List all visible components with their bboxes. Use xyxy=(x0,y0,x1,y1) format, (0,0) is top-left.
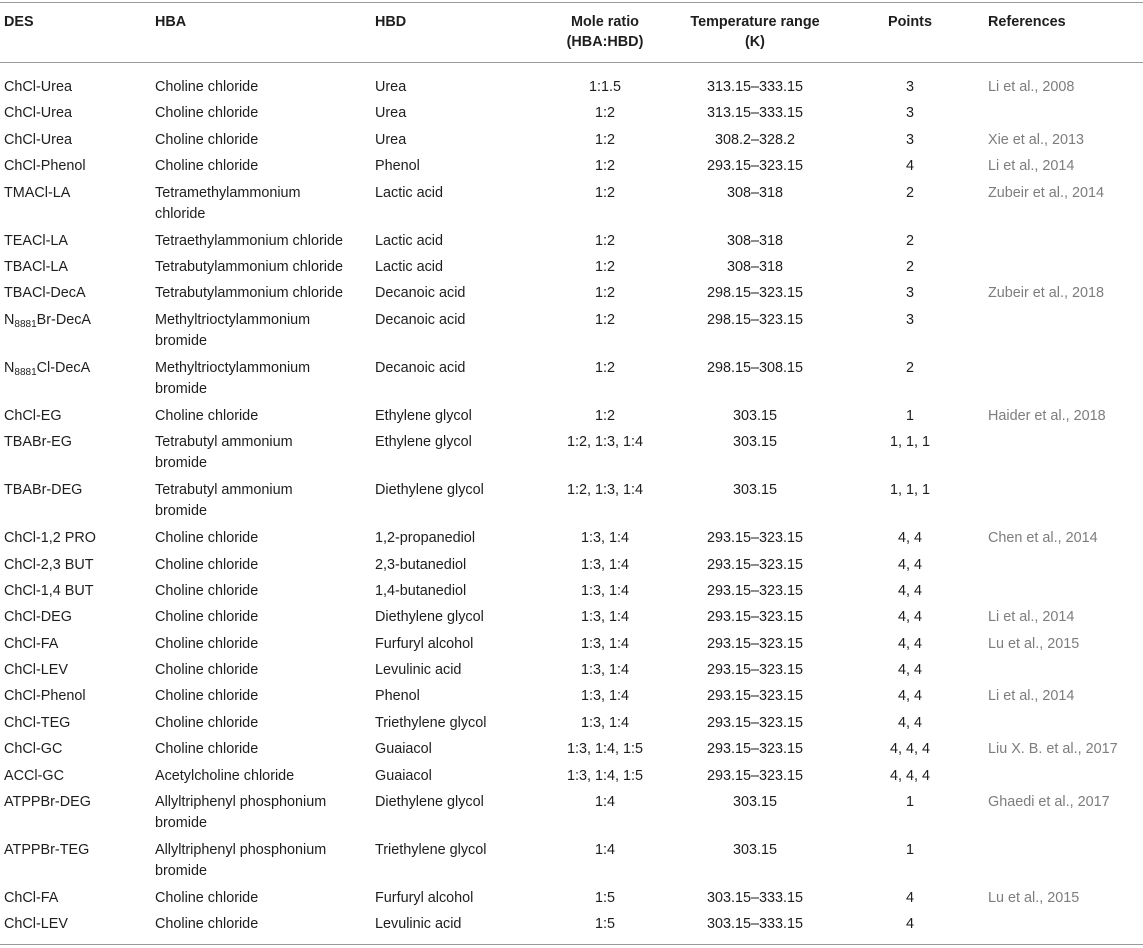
cell-reference[interactable]: Haider et al., 2018 xyxy=(988,407,1106,424)
cell-hba xyxy=(155,103,360,124)
cell-hba-line: Allyltriphenyl phosphonium xyxy=(155,842,327,859)
cell-points: 2 xyxy=(905,184,914,201)
table-row xyxy=(0,403,1143,429)
cell-reference[interactable]: Lu et al., 2015 xyxy=(988,635,1080,652)
cell-mole-ratio: 1:4 xyxy=(594,794,615,811)
cell-reference[interactable]: Chen et al., 2014 xyxy=(988,530,1098,547)
table-row xyxy=(0,885,1143,911)
cell-temperature: 298.15–323.15 xyxy=(706,311,804,328)
cell-points: 4, 4 xyxy=(897,714,922,731)
cell-mole-ratio: 1:2, 1:3, 1:4 xyxy=(566,482,643,499)
cell-des-main: N xyxy=(4,359,15,376)
cell-hba-line: Tetrabutyl ammonium xyxy=(155,434,293,451)
cell-mole-ratio: 1:4 xyxy=(594,842,615,859)
cell-des: ChCl-TEG xyxy=(4,714,71,731)
cell-des-main: N xyxy=(4,311,15,328)
cell-des-subscript: 8881 xyxy=(14,318,37,330)
cell-hbd: Guaiacol xyxy=(375,741,432,758)
cell-points: 2 xyxy=(905,359,914,376)
cell-des: ATPPBr-TEG xyxy=(4,842,90,859)
table-row xyxy=(0,100,1143,126)
cell-des: ChCl-Urea xyxy=(4,105,72,122)
cell-des: TBACl-DecA xyxy=(4,285,86,302)
cell-des: ChCl-Urea xyxy=(4,131,72,148)
table-row xyxy=(0,254,1143,280)
cell-mole-ratio: 1:5 xyxy=(594,916,615,933)
cell-mole-ratio: 1:3, 1:4 xyxy=(580,635,629,652)
table-row xyxy=(0,477,1143,525)
cell-mole-ratio: 1:2 xyxy=(594,407,615,424)
table-row xyxy=(0,763,1143,789)
cell-temperature: 308–318 xyxy=(726,184,784,201)
cell-hbd: 1,4-butanediol xyxy=(375,582,467,599)
cell-des: ChCl-2,3 BUT xyxy=(4,556,94,573)
cell-temperature: 298.15–308.15 xyxy=(706,359,804,376)
cell-des xyxy=(4,310,149,331)
cell-hba-line: Tetraethylammonium chloride xyxy=(155,232,343,249)
cell-hbd: Diethylene glycol xyxy=(375,609,484,626)
cell-temperature: 308–318 xyxy=(726,258,784,275)
cell-des xyxy=(4,358,149,379)
cell-hba-line: bromide xyxy=(155,455,207,472)
cell-hba xyxy=(155,480,360,522)
cell-hba xyxy=(155,130,360,151)
cell-mole-ratio: 1:2 xyxy=(594,184,615,201)
cell-points: 3 xyxy=(905,79,914,95)
table-row xyxy=(0,631,1143,657)
cell-hbd: Ethylene glycol xyxy=(375,434,472,451)
table-body xyxy=(0,74,1143,938)
cell-reference[interactable]: Xie et al., 2013 xyxy=(988,131,1085,148)
cell-reference[interactable]: Li et al., 2008 xyxy=(988,79,1075,95)
cell-des-subscript: 8881 xyxy=(14,366,37,378)
cell-des: ChCl-LEV xyxy=(4,662,68,679)
cell-mole-ratio: 1:3, 1:4 xyxy=(580,530,629,547)
cell-des-rest: Br-DecA xyxy=(36,311,92,328)
table-row xyxy=(0,280,1143,306)
cell-hba xyxy=(155,183,360,225)
cell-des: ACCl-GC xyxy=(4,767,64,784)
table-header xyxy=(0,6,1143,62)
cell-hbd: Furfuryl alcohol xyxy=(375,890,474,907)
cell-des: ChCl-FA xyxy=(4,635,59,652)
cell-mole-ratio: 1:3, 1:4, 1:5 xyxy=(566,741,643,758)
cell-des: ChCl-DEG xyxy=(4,609,72,626)
cell-points: 4 xyxy=(905,916,914,933)
cell-hba xyxy=(155,528,360,549)
cell-hbd: 1,2-propanediol xyxy=(375,530,476,547)
cell-temperature: 293.15–323.15 xyxy=(706,609,804,626)
cell-des: TBABr-DEG xyxy=(4,482,83,499)
cell-mole-ratio: 1:1.5 xyxy=(588,79,621,95)
cell-hbd: Lactic acid xyxy=(375,258,443,275)
cell-mole-ratio: 1:3, 1:4 xyxy=(580,662,629,679)
cell-points: 4, 4 xyxy=(897,662,922,679)
cell-hba xyxy=(155,660,360,681)
table-row xyxy=(0,736,1143,762)
table-row xyxy=(0,837,1143,885)
cell-mole-ratio: 1:3, 1:4 xyxy=(580,688,629,705)
cell-hba xyxy=(155,555,360,576)
cell-temperature: 293.15–323.15 xyxy=(706,714,804,731)
cell-hba xyxy=(155,283,360,304)
cell-hba xyxy=(155,156,360,177)
cell-hba xyxy=(155,766,360,787)
cell-temperature: 293.15–323.15 xyxy=(706,530,804,547)
cell-mole-ratio: 1:2 xyxy=(594,311,615,328)
cell-mole-ratio: 1:3, 1:4 xyxy=(580,582,629,599)
cell-temperature: 308–318 xyxy=(726,232,784,249)
cell-hba xyxy=(155,432,360,474)
cell-points: 1 xyxy=(905,794,914,811)
cell-mole-ratio: 1:2 xyxy=(594,359,615,376)
cell-reference[interactable]: Lu et al., 2015 xyxy=(988,890,1080,907)
cell-hba xyxy=(155,686,360,707)
cell-temperature: 293.15–323.15 xyxy=(706,662,804,679)
table-row xyxy=(0,789,1143,837)
cell-hba-line: bromide xyxy=(155,503,207,520)
cell-points: 4, 4, 4 xyxy=(889,741,930,758)
cell-hba xyxy=(155,310,360,352)
cell-hba-line: chloride xyxy=(155,205,206,222)
cell-hba-line: Choline chloride xyxy=(155,158,259,175)
cell-hba-line: bromide xyxy=(155,863,207,880)
cell-hba-line: Tetramethylammonium xyxy=(155,184,301,201)
cell-des-rest: Cl-DecA xyxy=(36,359,91,376)
cell-mole-ratio: 1:2 xyxy=(594,105,615,122)
cell-points: 4, 4 xyxy=(897,530,922,547)
cell-hbd: Diethylene glycol xyxy=(375,482,484,499)
header-mole-ratio-line1: Mole ratio xyxy=(571,14,639,30)
cell-temperature: 298.15–323.15 xyxy=(706,285,804,302)
cell-points: 1, 1, 1 xyxy=(889,434,930,451)
cell-hbd: Triethylene glycol xyxy=(375,714,487,731)
cell-reference[interactable]: Zubeir et al., 2018 xyxy=(988,285,1104,302)
cell-temperature: 303.15 xyxy=(732,842,777,859)
cell-temperature: 303.15 xyxy=(732,794,777,811)
table-row xyxy=(0,355,1143,403)
cell-points: 4 xyxy=(905,158,914,175)
cell-hba-line: Methyltrioctylammonium xyxy=(155,359,311,376)
cell-des: TMACl-LA xyxy=(4,184,71,201)
cell-temperature: 293.15–323.15 xyxy=(706,767,804,784)
cell-hba-line: Choline chloride xyxy=(155,741,259,758)
header-rule xyxy=(0,62,1143,63)
cell-points: 4, 4 xyxy=(897,688,922,705)
cell-hba-line: Tetrabutylammonium chloride xyxy=(155,258,343,275)
cell-hba-line: bromide xyxy=(155,815,207,832)
cell-reference[interactable]: Ghaedi et al., 2017 xyxy=(988,794,1110,811)
table-row xyxy=(0,127,1143,153)
cell-des: ChCl-Phenol xyxy=(4,158,86,175)
cell-hba-line: Choline chloride xyxy=(155,662,259,679)
table-row xyxy=(0,578,1143,604)
cell-hba-line: Choline chloride xyxy=(155,916,259,933)
cell-des: ChCl-1,2 PRO xyxy=(4,530,96,547)
cell-points: 3 xyxy=(905,311,914,328)
cell-hba xyxy=(155,840,360,882)
cell-temperature: 313.15–333.15 xyxy=(706,79,804,95)
table-row xyxy=(0,552,1143,578)
table-row xyxy=(0,153,1143,179)
cell-temperature: 313.15–333.15 xyxy=(706,105,804,122)
cell-points: 4 xyxy=(905,890,914,907)
cell-hbd: Decanoic acid xyxy=(375,359,466,376)
cell-reference[interactable]: Liu X. B. et al., 2017 xyxy=(988,741,1118,758)
cell-temperature: 303.15 xyxy=(732,482,777,499)
cell-hba xyxy=(155,607,360,628)
cell-hba-line: Choline chloride xyxy=(155,131,259,148)
cell-reference[interactable]: Zubeir et al., 2014 xyxy=(988,184,1104,201)
cell-hba-line: Choline chloride xyxy=(155,609,259,626)
cell-hba xyxy=(155,914,360,935)
cell-des: ChCl-1,4 BUT xyxy=(4,582,94,599)
cell-hba xyxy=(155,888,360,909)
cell-points: 3 xyxy=(905,131,914,148)
cell-des: ChCl-EG xyxy=(4,407,62,424)
table-row xyxy=(0,710,1143,736)
cell-temperature: 293.15–323.15 xyxy=(706,741,804,758)
cell-hba xyxy=(155,634,360,655)
table-row xyxy=(0,525,1143,551)
cell-hbd: Decanoic acid xyxy=(375,285,466,302)
table-row xyxy=(0,657,1143,683)
cell-mole-ratio: 1:2, 1:3, 1:4 xyxy=(566,434,643,451)
header-temperature-line1: Temperature range xyxy=(690,14,820,30)
cell-mole-ratio: 1:3, 1:4 xyxy=(580,556,629,573)
cell-hba-line: Choline chloride xyxy=(155,582,259,599)
cell-hbd: Lactic acid xyxy=(375,184,443,201)
cell-points: 1 xyxy=(905,407,914,424)
cell-hbd: Phenol xyxy=(375,158,420,175)
cell-hbd: Furfuryl alcohol xyxy=(375,635,474,652)
cell-hba-line: Choline chloride xyxy=(155,105,259,122)
table-row xyxy=(0,307,1143,355)
header-temperature xyxy=(680,12,830,52)
cell-mole-ratio: 1:5 xyxy=(594,890,615,907)
cell-hba xyxy=(155,231,360,252)
table-row xyxy=(0,228,1143,254)
cell-points: 4, 4 xyxy=(897,556,922,573)
cell-points: 3 xyxy=(905,105,914,122)
cell-hba-line: Choline chloride xyxy=(155,635,259,652)
cell-hba-line: Choline chloride xyxy=(155,890,259,907)
cell-hba-line: bromide xyxy=(155,332,207,349)
cell-points: 2 xyxy=(905,232,914,249)
cell-hba xyxy=(155,406,360,427)
cell-mole-ratio: 1:3, 1:4 xyxy=(580,714,629,731)
bottom-rule xyxy=(0,944,1143,945)
cell-mole-ratio: 1:2 xyxy=(594,285,615,302)
cell-hbd: Diethylene glycol xyxy=(375,794,484,811)
cell-hba-line: Choline chloride xyxy=(155,556,259,573)
cell-temperature: 293.15–323.15 xyxy=(706,582,804,599)
cell-hba-line: Tetrabutylammonium chloride xyxy=(155,285,343,302)
cell-hba xyxy=(155,257,360,278)
cell-hba-line: Methyltrioctylammonium xyxy=(155,311,311,328)
cell-hbd: Decanoic acid xyxy=(375,311,466,328)
cell-des: ATPPBr-DEG xyxy=(4,794,91,811)
header-mole-ratio xyxy=(545,12,665,52)
cell-hba-line: Acetylcholine chloride xyxy=(155,767,295,784)
cell-hba-line: bromide xyxy=(155,380,207,397)
cell-des: ChCl-GC xyxy=(4,741,63,758)
header-temperature-line2: (K) xyxy=(745,34,765,50)
header-hbd: HBD xyxy=(375,14,407,30)
top-rule xyxy=(0,2,1143,3)
cell-points: 2 xyxy=(905,258,914,275)
header-des: DES xyxy=(4,14,34,30)
table-row xyxy=(0,683,1143,709)
table-row xyxy=(0,74,1143,100)
cell-points: 3 xyxy=(905,285,914,302)
cell-hbd: Triethylene glycol xyxy=(375,842,487,859)
cell-hba xyxy=(155,739,360,760)
cell-hbd: Guaiacol xyxy=(375,767,432,784)
cell-temperature: 308.2–328.2 xyxy=(714,131,796,148)
cell-hbd: 2,3-butanediol xyxy=(375,556,467,573)
cell-hbd: Urea xyxy=(375,105,407,122)
header-mole-ratio-line2: (HBA:HBD) xyxy=(566,34,644,50)
cell-des: ChCl-FA xyxy=(4,890,59,907)
cell-points: 1 xyxy=(905,842,914,859)
cell-mole-ratio: 1:2 xyxy=(594,131,615,148)
table-row xyxy=(0,911,1143,937)
cell-hba-line: Tetrabutyl ammonium xyxy=(155,482,293,499)
cell-reference[interactable]: Li et al., 2014 xyxy=(988,609,1075,626)
cell-mole-ratio: 1:3, 1:4, 1:5 xyxy=(566,767,643,784)
cell-points: 4, 4 xyxy=(897,635,922,652)
cell-hba-line: Allyltriphenyl phosphonium xyxy=(155,794,327,811)
table-row xyxy=(0,604,1143,630)
header-hba: HBA xyxy=(155,14,187,30)
cell-des: ChCl-LEV xyxy=(4,916,68,933)
cell-hbd: Urea xyxy=(375,131,407,148)
header-points: Points xyxy=(888,14,932,30)
cell-des: TBACl-LA xyxy=(4,258,68,275)
cell-hba xyxy=(155,713,360,734)
cell-hbd: Lactic acid xyxy=(375,232,443,249)
cell-hba-line: Choline chloride xyxy=(155,79,259,95)
cell-temperature: 293.15–323.15 xyxy=(706,688,804,705)
cell-mole-ratio: 1:2 xyxy=(594,232,615,249)
cell-hba xyxy=(155,792,360,834)
cell-des: TBABr-EG xyxy=(4,434,72,451)
cell-points: 4, 4, 4 xyxy=(889,767,930,784)
cell-des: ChCl-Phenol xyxy=(4,688,86,705)
cell-hba-line: Choline chloride xyxy=(155,530,259,547)
cell-hba xyxy=(155,77,360,98)
cell-temperature: 303.15–333.15 xyxy=(706,890,804,907)
cell-hba xyxy=(155,581,360,602)
header-references: References xyxy=(988,14,1066,30)
cell-hbd: Urea xyxy=(375,79,407,95)
cell-mole-ratio: 1:2 xyxy=(594,158,615,175)
cell-temperature: 293.15–323.15 xyxy=(706,158,804,175)
cell-temperature: 303.15 xyxy=(732,434,777,451)
cell-points: 4, 4 xyxy=(897,582,922,599)
cell-hbd: Levulinic acid xyxy=(375,916,462,933)
cell-temperature: 293.15–323.15 xyxy=(706,635,804,652)
cell-reference[interactable]: Li et al., 2014 xyxy=(988,158,1075,175)
cell-temperature: 303.15–333.15 xyxy=(706,916,804,933)
cell-hba-line: Choline chloride xyxy=(155,688,259,705)
cell-hbd: Ethylene glycol xyxy=(375,407,472,424)
cell-reference[interactable]: Li et al., 2014 xyxy=(988,688,1075,705)
table-row xyxy=(0,429,1143,477)
cell-des: TEACl-LA xyxy=(4,232,68,249)
cell-hba-line: Choline chloride xyxy=(155,407,259,424)
cell-points: 1, 1, 1 xyxy=(889,482,930,499)
cell-hbd: Levulinic acid xyxy=(375,662,462,679)
cell-mole-ratio: 1:2 xyxy=(594,258,615,275)
cell-temperature: 303.15 xyxy=(732,407,777,424)
cell-hba-line: Choline chloride xyxy=(155,714,259,731)
cell-hba xyxy=(155,358,360,400)
cell-temperature: 293.15–323.15 xyxy=(706,556,804,573)
table-row xyxy=(0,180,1143,228)
cell-des: ChCl-Urea xyxy=(4,79,72,95)
cell-points: 4, 4 xyxy=(897,609,922,626)
cell-mole-ratio: 1:3, 1:4 xyxy=(580,609,629,626)
cell-hbd: Phenol xyxy=(375,688,420,705)
